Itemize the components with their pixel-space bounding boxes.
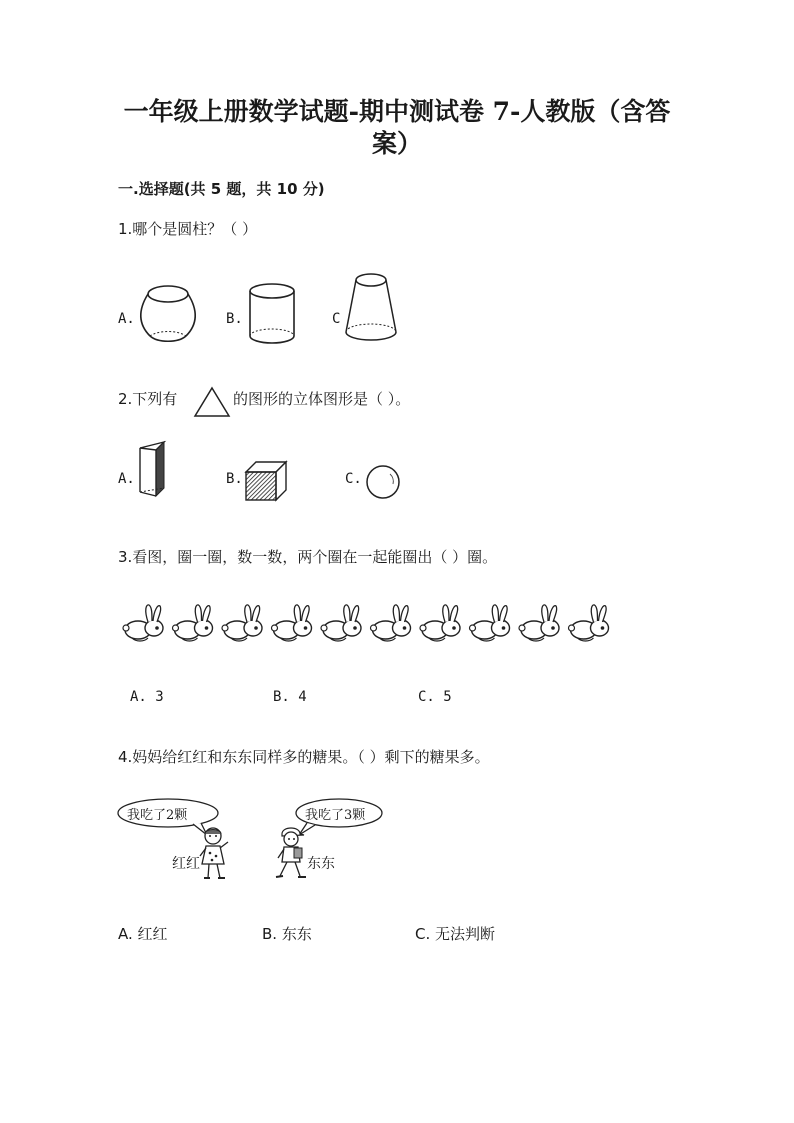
rabbit-icon: [470, 605, 510, 641]
section-heading: 一.选择题(共 5 题，共 10 分): [118, 180, 325, 198]
girl-figure-image: [196, 826, 232, 884]
q1-option-b-label: B.: [226, 311, 243, 327]
cylinder-shape-image: [248, 282, 296, 346]
name-right-label: 东东: [307, 856, 335, 872]
q2-option-c-label: C.: [345, 471, 362, 487]
question-1-text: 1.哪个是圆柱？（ ）: [118, 220, 258, 238]
rabbit-icon: [173, 605, 213, 641]
question-3-text: 3.看图，圈一圈，数一数，两个圈在一起能圈出（ ）圈。: [118, 548, 498, 566]
q1-option-a-label: A.: [118, 311, 135, 327]
boy-figure-image: [274, 826, 310, 884]
q4-option-b: B. 东东: [262, 925, 312, 943]
truncated-cone-image: [342, 272, 400, 344]
rabbit-icon: [519, 605, 559, 641]
bubble-left-text: 我吃了2颗: [127, 808, 188, 823]
rabbit-icon: [222, 605, 262, 641]
q1-option-c-label: C: [332, 311, 341, 327]
barrel-shape-image: [140, 280, 196, 346]
rabbit-row-image: [122, 600, 622, 646]
sphere-image: [364, 464, 402, 500]
rabbit-icon: [420, 605, 460, 641]
rabbit-icon: [123, 605, 163, 641]
q3-option-b: B. 4: [273, 689, 307, 705]
q3-option-a: A. 3: [130, 689, 164, 705]
question-2-text-before: 2.下列有: [118, 390, 178, 408]
q3-option-c: C. 5: [418, 689, 452, 705]
q2-option-a-label: A.: [118, 471, 135, 487]
bubble-right-text: 我吃了3颗: [305, 808, 366, 823]
q4-option-c: C. 无法判断: [415, 925, 496, 943]
page-title-line1: 一年级上册数学试题-期中测试卷 7-人教版（含答: [123, 97, 671, 126]
page-title-line2: 案）: [371, 129, 422, 158]
q4-option-a: A. 红红: [118, 925, 168, 943]
rabbit-icon: [371, 605, 411, 641]
rabbit-icon: [321, 605, 361, 641]
triangle-icon: [193, 386, 231, 418]
question-2-text-after: 的图形的立体图形是（ ）。: [233, 390, 411, 408]
cube-image: [244, 460, 290, 502]
rabbit-icon: [272, 605, 312, 641]
name-left-label: 红红: [172, 856, 200, 872]
q2-option-b-label: B.: [226, 471, 243, 487]
question-4-text: 4.妈妈给红红和东东同样多的糖果。（ ）剩下的糖果多。: [118, 748, 490, 766]
triangular-prism-image: [136, 440, 172, 498]
rabbit-icon: [569, 605, 609, 641]
